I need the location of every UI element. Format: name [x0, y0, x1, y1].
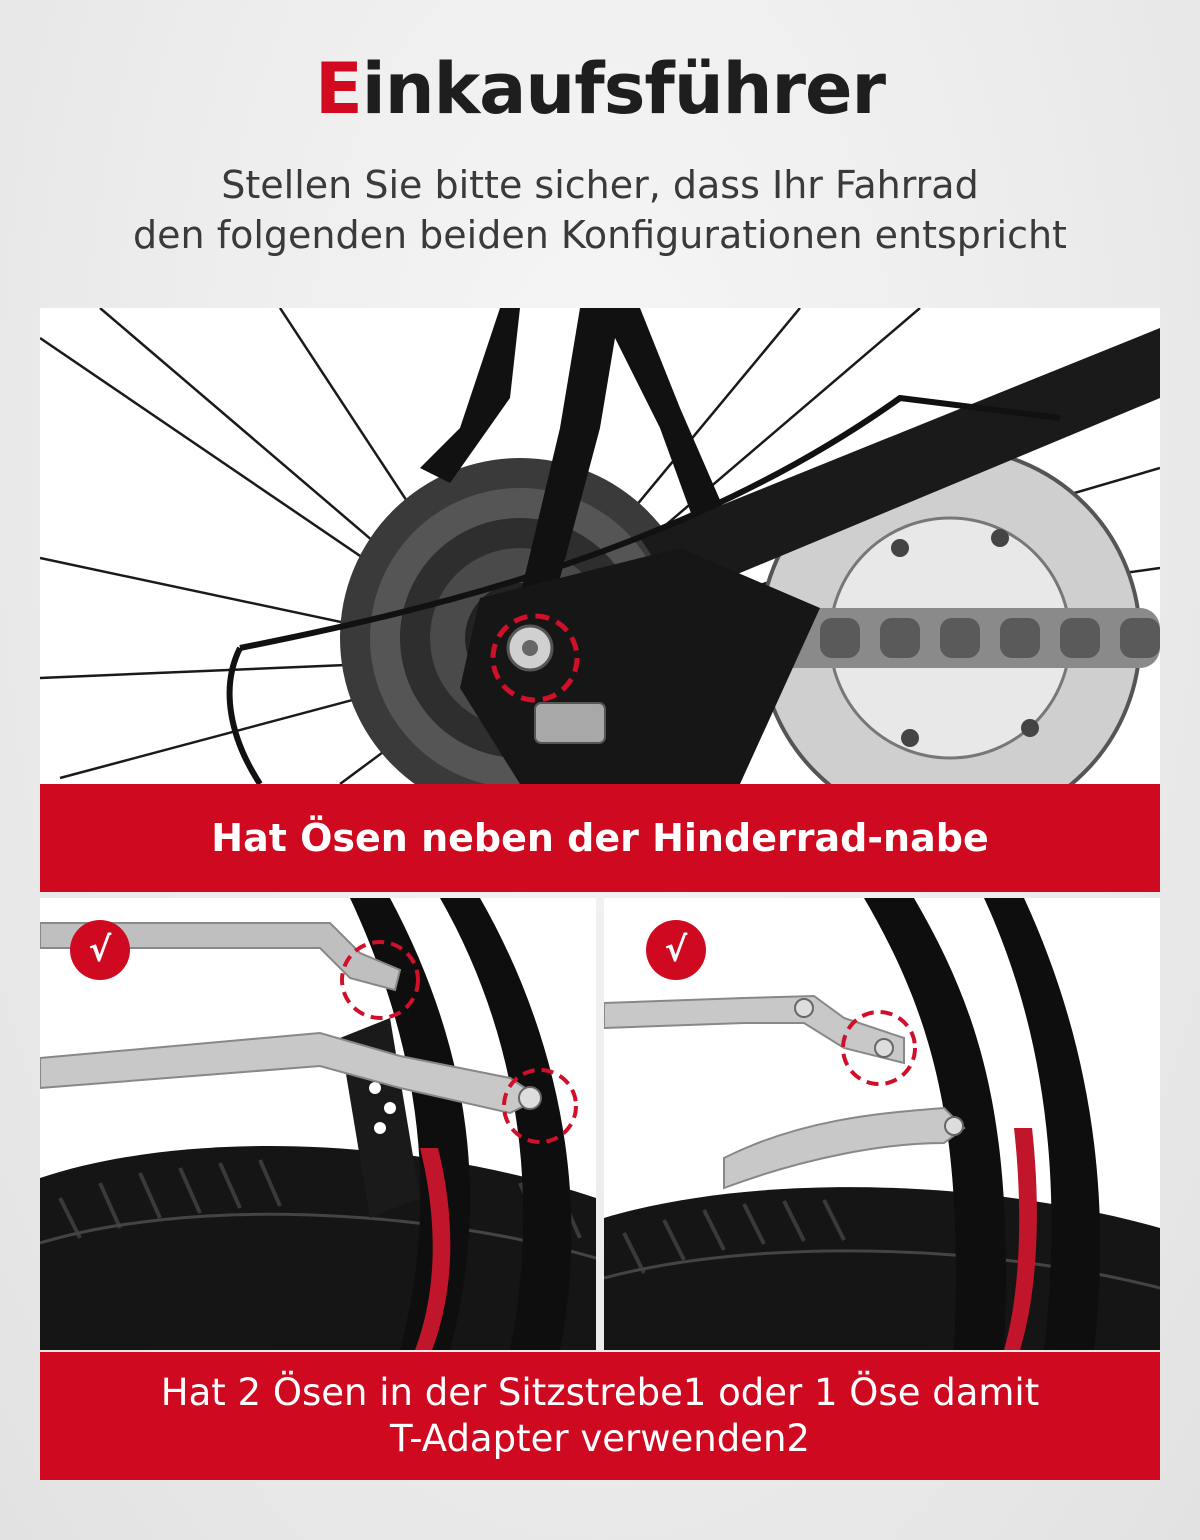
check-icon: √: [70, 920, 130, 980]
seatstay-eyelet-banner: [40, 1352, 1160, 1480]
rear-hub-photo: [40, 308, 1160, 784]
hub-eyelet-banner: Hat Ösen neben der Hinderrad-nabe: [40, 784, 1160, 892]
title-rest: inkaufsführer: [361, 48, 886, 130]
subtitle-line-1: Stellen Sie bitte sicher, dass Ihr Fahrrad: [221, 163, 979, 207]
check-icon: √: [646, 920, 706, 980]
page-subtitle: [0, 160, 1200, 260]
banner-bottom-line-1: Hat 2 Ösen in der Sitzstrebe1 oder 1 Öse damit: [160, 1371, 1040, 1414]
seatstay-eyelets-photo: [40, 898, 596, 1350]
t-adapter-photo: [604, 898, 1160, 1350]
title-accent-letter: E: [314, 48, 362, 130]
banner-bottom-line-2: T-Adapter verwenden2: [390, 1417, 810, 1460]
subtitle-line-2: den folgenden beiden Konfigurationen entspricht: [133, 213, 1067, 257]
page-title: [0, 48, 1200, 130]
